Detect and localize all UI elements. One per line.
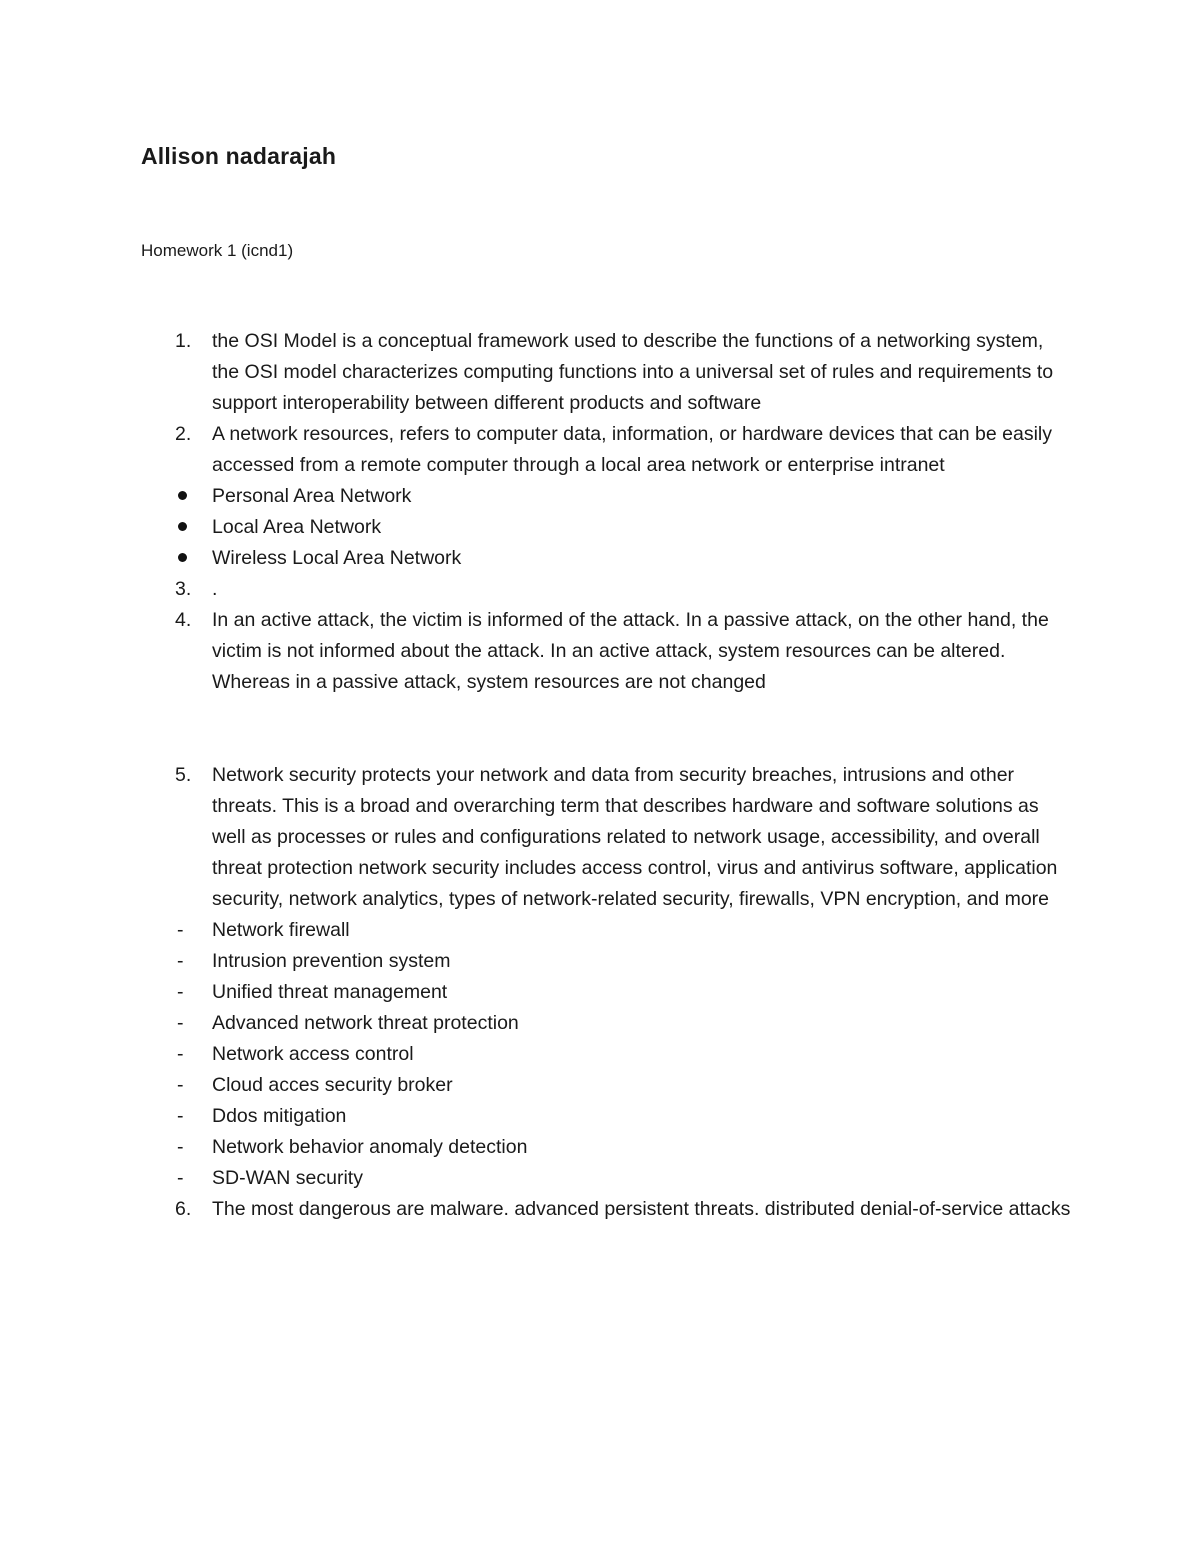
dash-item: [0, 946, 1200, 977]
dash-marker: -: [177, 919, 184, 941]
bullet-dot-icon: [178, 553, 187, 562]
bullet-item: [0, 512, 1200, 543]
item-number: 3.: [175, 578, 192, 600]
dash-marker: -: [177, 1136, 184, 1158]
bullet-dot-icon: [178, 522, 187, 531]
bullet-icon: [178, 543, 212, 574]
item-number: 2.: [175, 423, 192, 445]
item-number: 5.: [175, 764, 192, 786]
item-text: Advanced network threat protection: [212, 1012, 519, 1034]
dash-marker: -: [177, 950, 184, 972]
item-text: Network security protects your network and data from security breaches, intrusions and other threats. This is a broad and overarching term that describes hardware and software solutions as well as processes or rules and configurations related to network usage, accessibility, and overall threat protection network security includes access control, virus and antivirus software, application security, network analytics, types of network-related security, firewalls, VPN encryption, and more: [212, 764, 1058, 910]
item-text: Network firewall: [212, 919, 350, 941]
dash-item: [0, 1132, 1200, 1163]
numbered-item: [0, 326, 1200, 419]
item-text: In an active attack, the victim is informed of the attack. In a passive attack, on the other hand, the victim is not informed about the attack. In an active attack, system resources can be altered. Whereas in a passive attack, system resources are not changed: [212, 609, 1049, 693]
item-text: .: [212, 578, 218, 600]
item-text: Network access control: [212, 1043, 414, 1065]
item-text: Personal Area Network: [212, 485, 412, 507]
dash-item: [0, 1008, 1200, 1039]
answer-list: [0, 326, 1200, 1225]
numbered-item: [0, 419, 1200, 481]
item-text: the OSI Model is a conceptual framework used to describe the functions of a networking system, the OSI model characterizes computing functions into a universal set of rules and requirements to support interoperability between different products and software: [212, 330, 1054, 414]
dash-marker: -: [177, 1012, 184, 1034]
item-text: Ddos mitigation: [212, 1105, 347, 1127]
dash-marker: -: [177, 1074, 184, 1096]
item-text: Network behavior anomaly detection: [212, 1136, 528, 1158]
dash-item: [0, 1039, 1200, 1070]
dash-item: [0, 915, 1200, 946]
item-text: Wireless Local Area Network: [212, 547, 462, 569]
dash-item: [0, 1101, 1200, 1132]
dash-marker: -: [177, 1043, 184, 1065]
item-text: Unified threat management: [212, 981, 448, 1003]
numbered-item: [0, 1194, 1200, 1225]
item-text: SD-WAN security: [212, 1167, 363, 1189]
dash-marker: -: [177, 1105, 184, 1127]
bullet-item: [0, 543, 1200, 574]
item-number: 4.: [175, 609, 192, 631]
author-name: Allison nadarajah: [141, 143, 337, 169]
bullet-dot-icon: [178, 491, 187, 500]
item-text: The most dangerous are malware. advanced persistent threats. distributed denial-of-service attacks: [212, 1198, 1071, 1220]
spacer: [0, 698, 1200, 760]
dash-marker: -: [177, 981, 184, 1003]
bullet-item: [0, 481, 1200, 512]
bullet-icon: [178, 512, 212, 543]
assignment-title: Homework 1 (icnd1): [141, 241, 294, 260]
item-number: 1.: [175, 330, 192, 352]
item-text: Cloud acces security broker: [212, 1074, 453, 1096]
numbered-item: [0, 605, 1200, 698]
dash-marker: -: [177, 1167, 184, 1189]
numbered-item: [0, 574, 1200, 605]
numbered-item: [0, 760, 1200, 915]
item-text: A network resources, refers to computer data, information, or hardware devices that can be easily accessed from a remote computer through a local area network or enterprise intranet: [212, 423, 1052, 476]
bullet-icon: [178, 481, 212, 512]
dash-item: [0, 977, 1200, 1008]
dash-item: [0, 1163, 1200, 1194]
item-text: Intrusion prevention system: [212, 950, 451, 972]
item-number: 6.: [175, 1198, 192, 1220]
dash-item: [0, 1070, 1200, 1101]
item-text: Local Area Network: [212, 516, 382, 538]
